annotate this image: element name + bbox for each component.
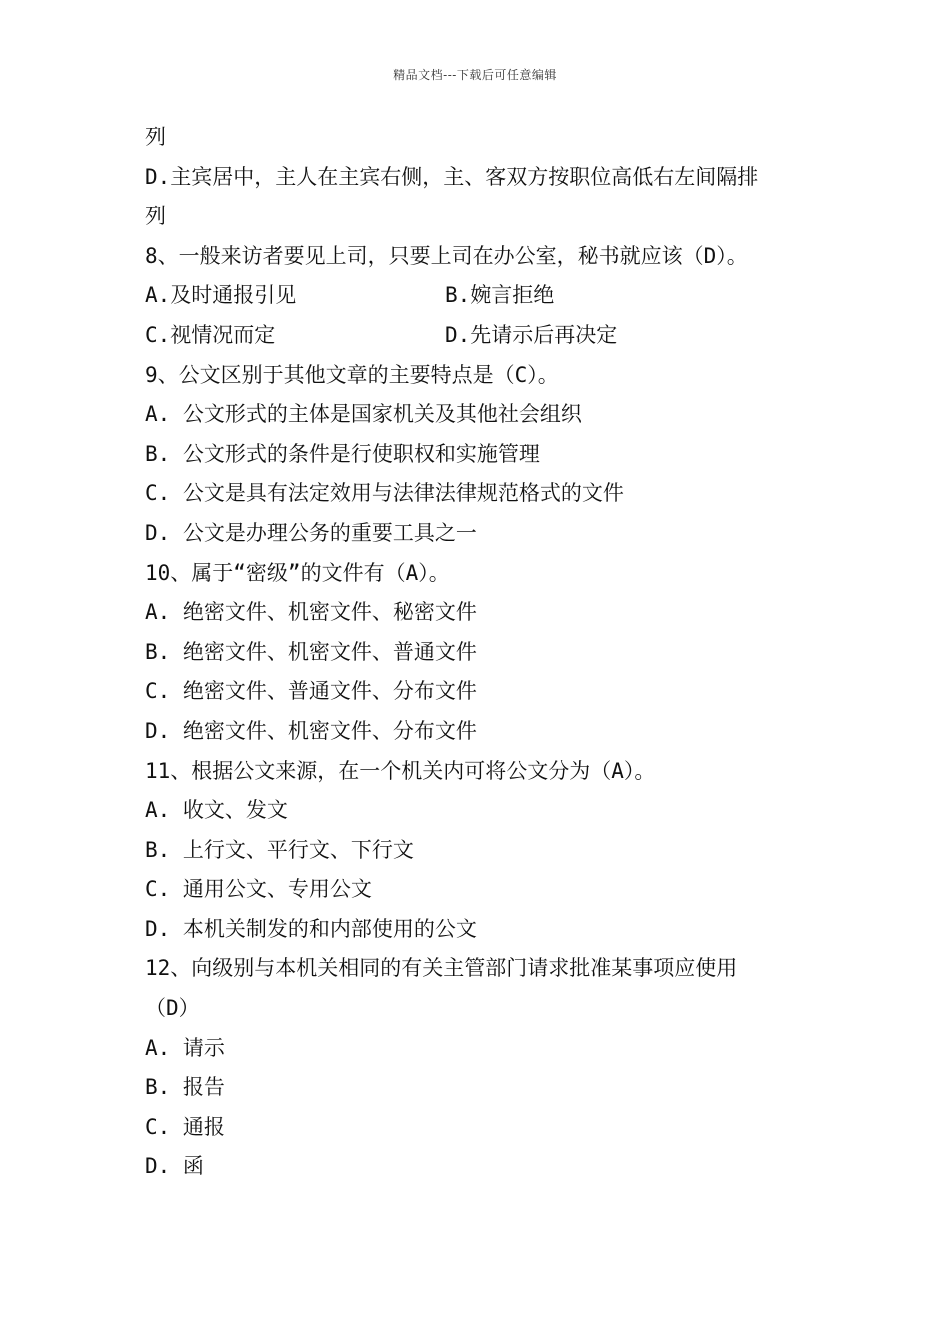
q12-option-a: A. 请示 — [145, 1035, 225, 1060]
q11-option-c: C. 通用公文、专用公文 — [145, 877, 372, 902]
q8-options-row-1 — [145, 276, 815, 316]
q8-options-row-2 — [145, 316, 815, 356]
q10-option-b: B. 绝密文件、机密文件、普通文件 — [145, 639, 477, 664]
question-12-continued: （D） — [145, 996, 200, 1021]
q12-option-c: C. 通报 — [145, 1114, 225, 1139]
q11-option-b: B. 上行文、平行文、下行文 — [145, 837, 414, 862]
question-9: 9、公文区别于其他文章的主要特点是（C）。 — [145, 362, 559, 387]
question-11: 11、根据公文来源，在一个机关内可将公文分为（A）。 — [145, 758, 656, 783]
q10-option-a: A. 绝密文件、机密文件、秘密文件 — [145, 600, 477, 625]
q8-option-a: A.及时通报引见 — [145, 283, 297, 308]
q9-option-a: A. 公文形式的主体是国家机关及其他社会组织 — [145, 402, 582, 427]
q9-option-c: C. 公文是具有法定效用与法律法律规范格式的文件 — [145, 481, 624, 506]
q11-option-d: D. 本机关制发的和内部使用的公文 — [145, 916, 477, 941]
q12-option-d: D. 函 — [145, 1154, 204, 1179]
q11-option-a: A. 收文、发文 — [145, 798, 288, 823]
q9-option-b: B. 公文形式的条件是行使职权和实施管理 — [145, 441, 540, 466]
q10-option-d: D. 绝密文件、机密文件、分布文件 — [145, 718, 477, 743]
text-line: 列 — [145, 125, 166, 149]
question-12: 12、向级别与本机关相同的有关主管部门请求批准某事项应使用 — [145, 956, 738, 981]
q8-option-b: B.婉言拒绝 — [445, 283, 555, 308]
q12-option-b: B. 报告 — [145, 1075, 225, 1100]
question-10: 10、属于“密级”的文件有（A）。 — [145, 560, 450, 585]
q10-option-c: C. 绝密文件、普通文件、分布文件 — [145, 679, 477, 704]
q9-option-d: D. 公文是办理公务的重要工具之一 — [145, 520, 477, 545]
q8-option-d: D.先请示后再决定 — [445, 322, 618, 347]
question-8: 8、一般来访者要见上司，只要上司在办公室，秘书就应该（D）。 — [145, 243, 748, 268]
document-body — [145, 118, 815, 1187]
page-header: 精品文档---下载后可任意编辑 — [393, 68, 557, 82]
text-line: 列 — [145, 204, 166, 229]
q8-option-c: C.视情况而定 — [145, 322, 276, 347]
text-line: D.主宾居中，主人在主宾右侧，主、客双方按职位高低右左间隔排 — [145, 164, 759, 189]
